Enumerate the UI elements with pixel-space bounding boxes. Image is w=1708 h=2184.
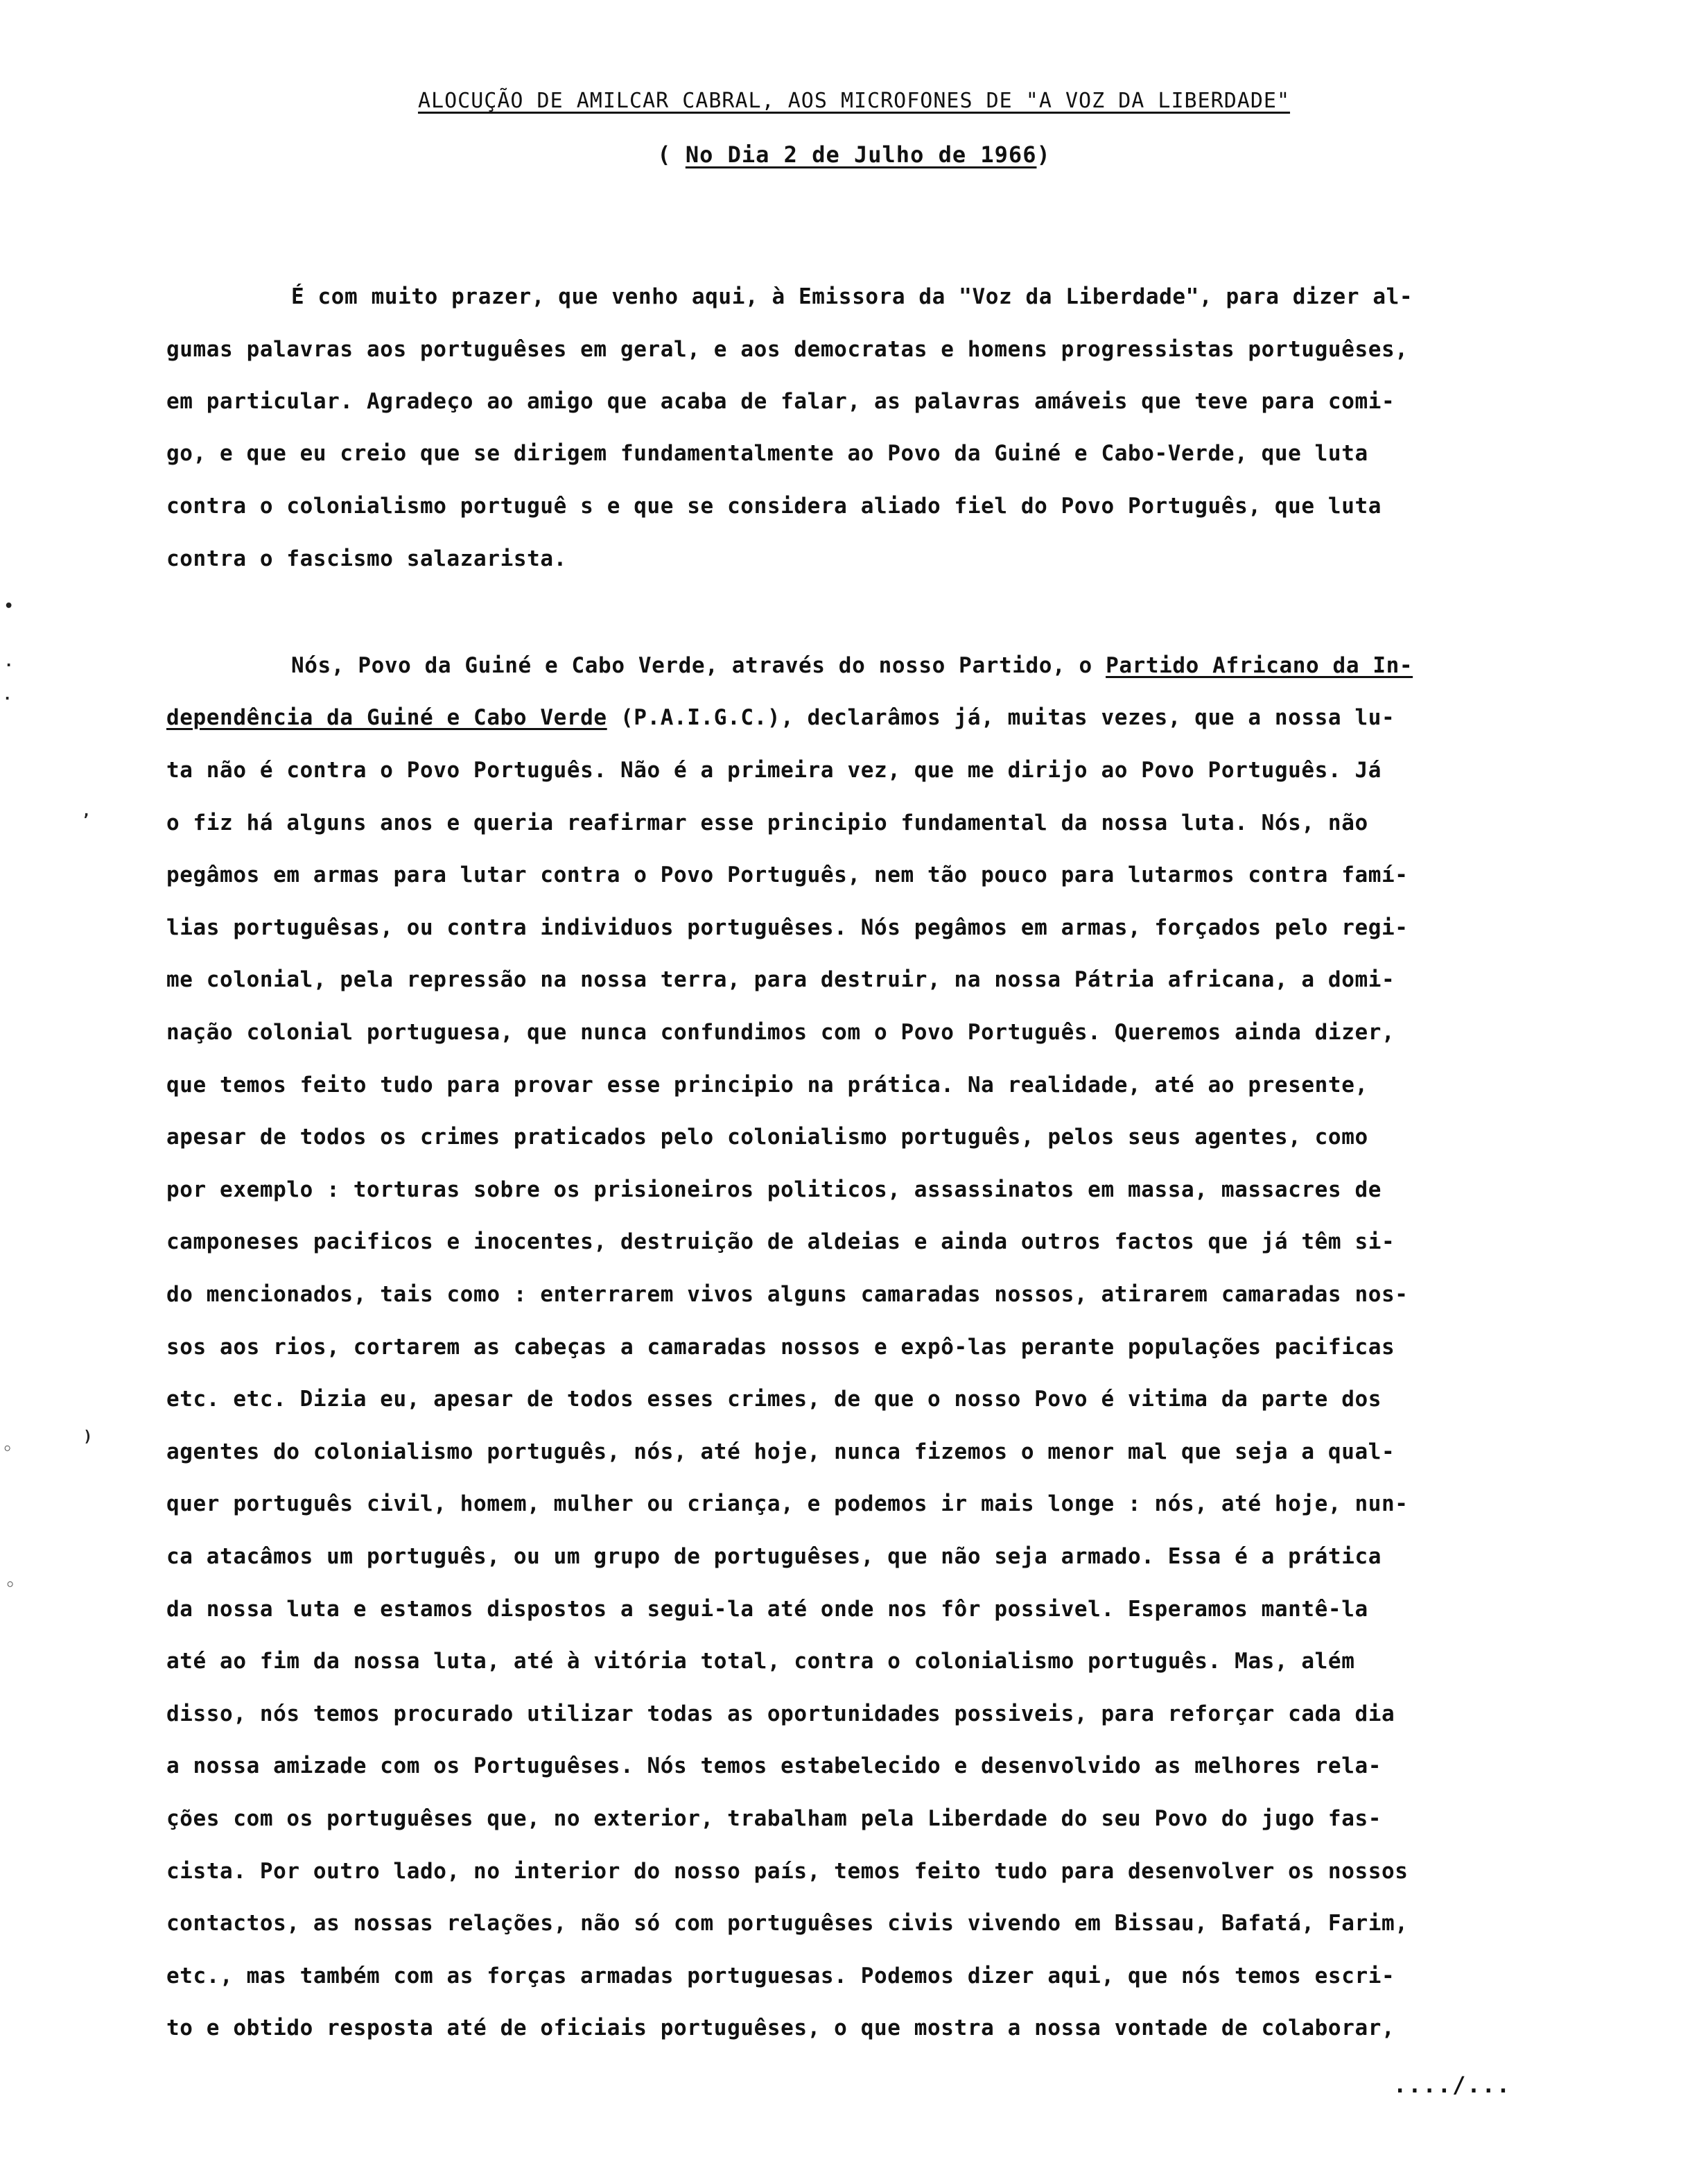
text-line: nação colonial portuguesa, que nunca confundimos com o Povo Português. Queremos ainda dizer, [166,1020,1395,1045]
scan-mark: • [4,598,14,615]
text-line: cista. Por outro lado, no interior do nosso país, temos feito tudo para desenvolver os nossos [166,1859,1409,1884]
text-line: camponeses pacificos e inocentes, destruição de aldeias e ainda outros factos que já têm si- [166,1229,1395,1254]
text-line: por exemplo : torturas sobre os prisioneiros politicos, assassinatos em massa, massacres de [166,1177,1382,1202]
scan-mark: · [4,657,14,675]
text-line: quer português civil, homem, mulher ou criança, e podemos ir mais longe : nós, até hoje, nun- [166,1491,1409,1516]
text-line: apesar de todos os crimes praticados pelo colonialismo português, pelos seus agentes, como [166,1125,1368,1150]
party-name-underlined: dependência da Guiné e Cabo Verde [166,705,607,730]
text-line: to e obtido resposta até de oficiais portuguêses, o que mostra a nossa vontade de colaborar, [166,2016,1395,2040]
text-line: contactos, as nossas relações, não só com portuguêses civis vivendo em Bissau, Bafatá, Farim, [166,1911,1409,1936]
party-name-underlined: Partido Africano da In- [1106,653,1413,678]
scan-mark: ◦ [6,1577,15,1594]
text-segment: (P.A.I.G.C.), declarâmos já, muitas vezes, que a nossa lu- [607,705,1395,730]
text-line: até ao fim da nossa luta, até à vitória total, contra o colonialismo português. Mas, além [166,1649,1355,1674]
text-line: contra o colonialismo portuguê s e que se considera aliado fiel do Povo Português, que luta [166,494,1382,519]
scan-mark: ) [83,1428,93,1446]
date-text: No Dia 2 de Julho de 1966 [685,141,1037,168]
text-line: a nossa amizade com os Portuguêses. Nós temos estabelecido e desenvolvido as melhores rela- [166,1753,1382,1778]
text-line: o fiz há alguns anos e queria reafirmar esse principio fundamental da nossa luta. Nós, não [166,811,1368,835]
text-line: sos aos rios, cortarem as cabeças a camaradas nossos e expô-las perante populações pacificas [166,1335,1395,1360]
text-line: disso, nós temos procurado utilizar todas as oportunidades possiveis, para reforçar cada dia [166,1701,1395,1726]
text-line: gumas palavras aos portuguêses em geral, e aos democratas e homens progressistas portuguêses, [166,337,1409,362]
continuation-marker: ..../... [1393,2072,1512,2098]
date-close: ) [1036,141,1051,168]
text-line: lias portuguêsas, ou contra individuos portuguêses. Nós pegâmos em armas, forçados pelo regi- [166,915,1409,940]
scan-mark: · [3,691,12,708]
text-line: em particular. Agradeço ao amigo que acaba de falar, as palavras amáveis que teve para comi- [166,389,1395,414]
text-line: ta não é contra o Povo Português. Não é a primeira vez, que me dirijo ao Povo Português. Já [166,758,1382,783]
text-line: agentes do colonialismo português, nós, até hoje, nunca fizemos o menor mal que seja a qual- [166,1439,1395,1464]
text-line: da nossa luta e estamos dispostos a segui-la até onde nos fôr possivel. Esperamos mantê-la [166,1597,1368,1622]
text-line [291,652,1413,679]
text-line: É com muito prazer, que venho aqui, à Emissora da "Voz da Liberdade", para dizer al- [291,284,1413,309]
text-line: me colonial, pela repressão na nossa terra, para destruir, na nossa Pátria africana, a domi- [166,967,1395,992]
text-line: pegâmos em armas para lutar contra o Povo Português, nem tão pouco para lutarmos contra famí- [166,863,1409,887]
text-line: ções com os portuguêses que, no exterior, trabalham pela Liberdade do seu Povo do jugo fas- [166,1806,1382,1831]
text-line: etc., mas também com as forças armadas portuguesas. Podemos dizer aqui, que nós temos escri- [166,1964,1395,1988]
text-line: do mencionados, tais como : enterrarem vivos alguns camaradas nossos, atirarem camaradas nos- [166,1282,1409,1307]
date-open: ( [657,141,686,168]
text-segment: Nós, Povo da Guiné e Cabo Verde, através do nosso Partido, o [291,653,1106,678]
text-line: etc. etc. Dizia eu, apesar de todos esses crimes, de que o nosso Povo é vitima da parte dos [166,1387,1382,1412]
scan-mark: , [82,803,92,820]
text-line: contra o fascismo salazarista. [166,546,567,571]
scan-mark: ◦ [3,1441,12,1458]
text-line: que temos feito tudo para provar esse principio na prática. Na realidade, até ao presente, [166,1073,1368,1098]
text-line [166,704,1395,731]
text-line: go, e que eu creio que se dirigem fundamentalmente ao Povo da Guiné e Cabo-Verde, que luta [166,441,1368,466]
text-line: ca atacâmos um português, ou um grupo de portuguêses, que não seja armado. Essa é a prática [166,1544,1382,1569]
title-text: ALOCUÇÃO DE AMILCAR CABRAL, AOS MICROFONES DE "A VOZ DA LIBERDADE" [417,89,1291,113]
